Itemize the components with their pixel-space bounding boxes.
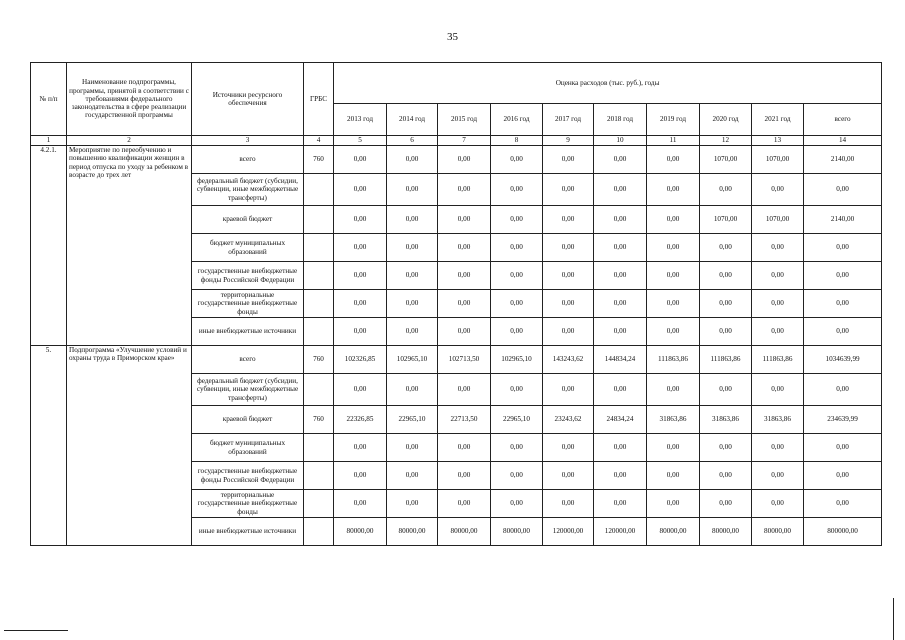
header-year: 2014 год (387, 104, 438, 136)
value-cell: 0,00 (647, 146, 700, 174)
value-cell: 0,00 (804, 318, 882, 346)
value-cell: 22965,10 (491, 406, 543, 434)
header-col-number: 12 (700, 136, 752, 146)
value-cell: 0,00 (334, 146, 387, 174)
header-row-top (31, 63, 882, 104)
grbs-code: 760 (304, 346, 334, 374)
grbs-code (304, 462, 334, 490)
value-cell: 0,00 (438, 146, 491, 174)
value-cell: 22965,10 (387, 406, 438, 434)
value-cell: 2140,00 (804, 206, 882, 234)
header-col-number: 14 (804, 136, 882, 146)
grbs-code (304, 206, 334, 234)
header-year: 2020 год (700, 104, 752, 136)
header-col-number: 2 (67, 136, 192, 146)
page-number: 35 (447, 31, 458, 43)
header-year: 2018 год (594, 104, 647, 136)
grbs-code (304, 518, 334, 546)
value-cell: 2140,00 (804, 146, 882, 174)
funding-source: территориальные государственные внебюджетные фонды (192, 290, 304, 318)
value-cell: 0,00 (387, 206, 438, 234)
value-cell: 0,00 (438, 490, 491, 518)
value-cell: 0,00 (647, 318, 700, 346)
value-cell: 0,00 (700, 290, 752, 318)
value-cell: 0,00 (387, 490, 438, 518)
value-cell: 0,00 (647, 206, 700, 234)
value-cell: 0,00 (334, 374, 387, 406)
value-cell: 0,00 (543, 234, 594, 262)
header-col-number: 1 (31, 136, 67, 146)
header-year: 2013 год (334, 104, 387, 136)
funding-source: иные внебюджетные источники (192, 518, 304, 546)
value-cell: 0,00 (438, 318, 491, 346)
value-cell: 111863,86 (647, 346, 700, 374)
value-cell: 0,00 (491, 462, 543, 490)
value-cell: 0,00 (752, 290, 804, 318)
funding-source: всего (192, 346, 304, 374)
value-cell: 0,00 (334, 262, 387, 290)
header-col-number: 5 (334, 136, 387, 146)
funding-source: краевой бюджет (192, 206, 304, 234)
header-year: 2016 год (491, 104, 543, 136)
value-cell: 0,00 (594, 374, 647, 406)
grbs-code: 760 (304, 406, 334, 434)
value-cell: 102965,10 (491, 346, 543, 374)
value-cell: 0,00 (491, 318, 543, 346)
value-cell: 0,00 (387, 462, 438, 490)
value-cell: 0,00 (543, 290, 594, 318)
header-name: Наименование подпрограммы, программы, принятой в соответствии с требованиями федерального законодательства в сфере реализации государственной программы (67, 63, 192, 136)
value-cell: 22326,85 (334, 406, 387, 434)
value-cell: 80000,00 (491, 518, 543, 546)
value-cell: 0,00 (543, 490, 594, 518)
value-cell: 80000,00 (438, 518, 491, 546)
value-cell: 24834,24 (594, 406, 647, 434)
value-cell: 1070,00 (700, 146, 752, 174)
funding-source: всего (192, 146, 304, 174)
value-cell: 1070,00 (700, 206, 752, 234)
value-cell: 0,00 (491, 290, 543, 318)
header-col-number: 4 (304, 136, 334, 146)
value-cell: 80000,00 (647, 518, 700, 546)
header-col-number: 13 (752, 136, 804, 146)
value-cell: 80000,00 (387, 518, 438, 546)
value-cell: 0,00 (543, 462, 594, 490)
value-cell: 0,00 (594, 206, 647, 234)
header-year: всего (804, 104, 882, 136)
header-num: № п/п (31, 63, 67, 136)
funding-source: краевой бюджет (192, 406, 304, 434)
value-cell: 0,00 (334, 318, 387, 346)
value-cell: 0,00 (491, 146, 543, 174)
value-cell: 102326,85 (334, 346, 387, 374)
value-cell: 0,00 (387, 318, 438, 346)
value-cell: 0,00 (334, 174, 387, 206)
value-cell: 0,00 (647, 462, 700, 490)
value-cell: 0,00 (334, 490, 387, 518)
value-cell: 0,00 (334, 462, 387, 490)
value-cell: 0,00 (752, 490, 804, 518)
value-cell: 0,00 (438, 234, 491, 262)
value-cell: 143243,62 (543, 346, 594, 374)
value-cell: 0,00 (438, 290, 491, 318)
funding-source: бюджет муниципальных образований (192, 434, 304, 462)
footnote-separator (4, 630, 68, 631)
value-cell: 0,00 (804, 434, 882, 462)
value-cell: 0,00 (594, 262, 647, 290)
funding-source: федеральный бюджет (субсидии, субвенции, иные межбюджетные трансферты) (192, 174, 304, 206)
header-year: 2019 год (647, 104, 700, 136)
header-col-number: 10 (594, 136, 647, 146)
value-cell: 0,00 (804, 174, 882, 206)
value-cell: 0,00 (491, 234, 543, 262)
value-cell: 234639,99 (804, 406, 882, 434)
value-cell: 0,00 (543, 262, 594, 290)
value-cell: 0,00 (752, 174, 804, 206)
value-cell: 0,00 (438, 462, 491, 490)
value-cell: 0,00 (594, 174, 647, 206)
value-cell: 120000,00 (543, 518, 594, 546)
value-cell: 0,00 (752, 374, 804, 406)
value-cell: 0,00 (334, 234, 387, 262)
value-cell: 31863,86 (752, 406, 804, 434)
value-cell: 0,00 (491, 434, 543, 462)
value-cell: 0,00 (334, 290, 387, 318)
value-cell: 0,00 (594, 318, 647, 346)
value-cell: 102965,10 (387, 346, 438, 374)
value-cell: 0,00 (700, 262, 752, 290)
value-cell: 0,00 (438, 434, 491, 462)
value-cell: 0,00 (387, 290, 438, 318)
header-year: 2015 год (438, 104, 491, 136)
grbs-code (304, 374, 334, 406)
funding-source: государственные внебюджетные фонды Российской Федерации (192, 462, 304, 490)
value-cell: 0,00 (491, 490, 543, 518)
header-year: 2017 год (543, 104, 594, 136)
grbs-code (304, 434, 334, 462)
value-cell: 0,00 (491, 174, 543, 206)
value-cell: 0,00 (387, 374, 438, 406)
grbs-code (304, 174, 334, 206)
value-cell: 1070,00 (752, 146, 804, 174)
value-cell: 800000,00 (804, 518, 882, 546)
value-cell: 0,00 (491, 262, 543, 290)
value-cell: 0,00 (491, 374, 543, 406)
value-cell: 80000,00 (334, 518, 387, 546)
value-cell: 0,00 (804, 262, 882, 290)
value-cell: 0,00 (594, 234, 647, 262)
value-cell: 0,00 (752, 462, 804, 490)
value-cell: 23243,62 (543, 406, 594, 434)
value-cell: 0,00 (700, 434, 752, 462)
value-cell: 0,00 (647, 234, 700, 262)
value-cell: 0,00 (752, 234, 804, 262)
value-cell: 0,00 (438, 262, 491, 290)
value-cell: 0,00 (700, 234, 752, 262)
value-cell: 0,00 (594, 146, 647, 174)
value-cell: 0,00 (804, 462, 882, 490)
value-cell: 111863,86 (700, 346, 752, 374)
value-cell: 0,00 (700, 174, 752, 206)
value-cell: 0,00 (700, 318, 752, 346)
value-cell: 120000,00 (594, 518, 647, 546)
value-cell: 0,00 (594, 434, 647, 462)
grbs-code (304, 234, 334, 262)
value-cell: 111863,86 (752, 346, 804, 374)
row-number: 5. (31, 346, 67, 546)
value-cell: 0,00 (752, 318, 804, 346)
value-cell: 0,00 (647, 290, 700, 318)
row-number: 4.2.1. (31, 146, 67, 346)
value-cell: 0,00 (700, 374, 752, 406)
grbs-code: 760 (304, 146, 334, 174)
value-cell: 0,00 (543, 374, 594, 406)
grbs-code (304, 262, 334, 290)
grbs-code (304, 318, 334, 346)
value-cell: 0,00 (387, 434, 438, 462)
value-cell: 0,00 (387, 146, 438, 174)
value-cell: 0,00 (334, 434, 387, 462)
value-cell: 80000,00 (752, 518, 804, 546)
header-col-number: 7 (438, 136, 491, 146)
value-cell: 0,00 (647, 174, 700, 206)
value-cell: 22713,50 (438, 406, 491, 434)
value-cell: 0,00 (752, 262, 804, 290)
value-cell: 0,00 (543, 318, 594, 346)
header-col-number: 6 (387, 136, 438, 146)
value-cell: 31863,86 (700, 406, 752, 434)
value-cell: 0,00 (594, 490, 647, 518)
value-cell: 0,00 (647, 434, 700, 462)
funding-source: территориальные государственные внебюджетные фонды (192, 490, 304, 518)
header-col-number: 11 (647, 136, 700, 146)
value-cell: 0,00 (334, 206, 387, 234)
value-cell: 0,00 (752, 434, 804, 462)
funding-source: государственные внебюджетные фонды Российской Федерации (192, 262, 304, 290)
budget-table (30, 62, 882, 546)
value-cell: 0,00 (543, 434, 594, 462)
value-cell: 102713,50 (438, 346, 491, 374)
row-name: Подпрограмма «Улучшение условий и охраны труда в Приморском крае» (67, 346, 192, 546)
funding-source: федеральный бюджет (субсидии, субвенции, иные межбюджетные трансферты) (192, 374, 304, 406)
value-cell: 0,00 (387, 174, 438, 206)
value-cell: 0,00 (804, 290, 882, 318)
value-cell: 0,00 (387, 234, 438, 262)
header-estimate: Оценка расходов (тыс. руб.), годы (334, 63, 882, 104)
value-cell: 0,00 (543, 206, 594, 234)
value-cell: 0,00 (700, 462, 752, 490)
value-cell: 80000,00 (700, 518, 752, 546)
value-cell: 0,00 (438, 174, 491, 206)
funding-source: иные внебюджетные источники (192, 318, 304, 346)
page-edge-line (893, 598, 894, 640)
value-cell: 0,00 (438, 206, 491, 234)
table-row (31, 146, 882, 174)
value-cell: 1034639,99 (804, 346, 882, 374)
header-source: Источники ресурсного обеспечения (192, 63, 304, 136)
table-row (31, 346, 882, 374)
value-cell: 0,00 (804, 374, 882, 406)
value-cell: 0,00 (387, 262, 438, 290)
value-cell: 0,00 (491, 206, 543, 234)
header-col-number: 8 (491, 136, 543, 146)
value-cell: 0,00 (594, 462, 647, 490)
value-cell: 0,00 (438, 374, 491, 406)
value-cell: 31863,86 (647, 406, 700, 434)
value-cell: 0,00 (594, 290, 647, 318)
value-cell: 0,00 (804, 490, 882, 518)
value-cell: 0,00 (543, 146, 594, 174)
header-col-number: 3 (192, 136, 304, 146)
header-year: 2021 год (752, 104, 804, 136)
value-cell: 0,00 (647, 374, 700, 406)
value-cell: 1070,00 (752, 206, 804, 234)
value-cell: 0,00 (804, 234, 882, 262)
row-name: Мероприятие по переобучению и повышению квалификации женщин в период отпуска по уходу за ребенком в возрасте до трех лет (67, 146, 192, 346)
funding-source: бюджет муниципальных образований (192, 234, 304, 262)
value-cell: 0,00 (647, 262, 700, 290)
value-cell: 144834,24 (594, 346, 647, 374)
header-grbs: ГРБС (304, 63, 334, 136)
grbs-code (304, 490, 334, 518)
value-cell: 0,00 (700, 490, 752, 518)
grbs-code (304, 290, 334, 318)
value-cell: 0,00 (543, 174, 594, 206)
header-numbers-row (31, 136, 882, 146)
header-col-number: 9 (543, 136, 594, 146)
value-cell: 0,00 (647, 490, 700, 518)
